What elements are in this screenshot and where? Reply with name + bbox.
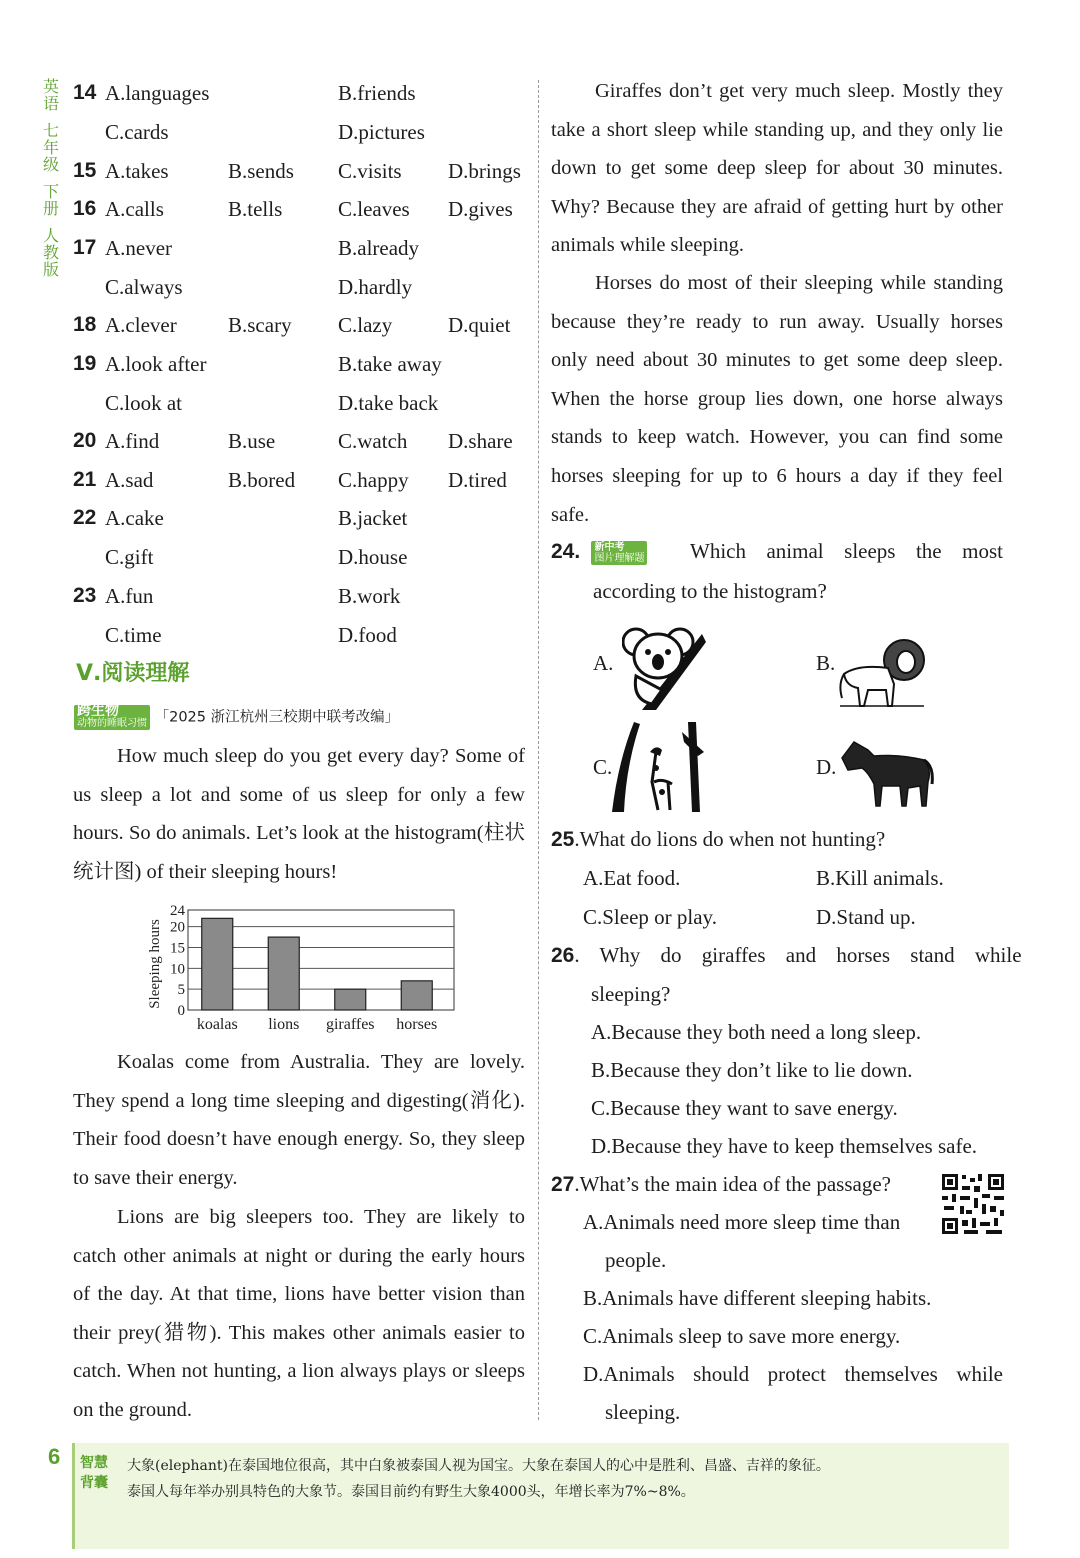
cloze-option[interactable]: B.friends [338,81,416,105]
cloze-option[interactable]: A.clever [105,313,177,337]
question-number: 16 [73,197,97,220]
y-tick-label: 15 [170,940,185,957]
question-number: 17 [73,236,97,259]
q25-option-b[interactable]: B.Kill animals. [816,866,944,890]
q26-option-c[interactable]: C.Because they want to save energy. [591,1096,898,1120]
x-tick-label: lions [268,1016,300,1033]
y-tick-label: 0 [177,1003,185,1019]
cloze-option[interactable]: B.already [338,236,420,260]
q26-option-b[interactable]: B.Because they don’t like to lie down. [591,1058,913,1082]
bar-horses [401,981,432,1010]
cloze-option[interactable]: B.tells [228,197,283,221]
cloze-option[interactable]: D.pictures [338,120,425,144]
cloze-option[interactable]: C.time [105,623,162,647]
q27-option-b[interactable]: B.Animals have different sleeping habits. [583,1286,932,1310]
qr-code-icon[interactable] [940,1172,1006,1236]
q24-text-2: according to the histogram? [593,579,827,603]
subject-label: 英语 [42,77,59,113]
page-number: 6 [48,1444,61,1469]
bar-lions [268,937,299,1010]
section-title: Ⅴ.阅读理解 [76,661,190,686]
cloze-option[interactable]: B.use [228,429,276,453]
q27-option-d[interactable]: D.Animals should protect themselves while [583,1362,1003,1386]
bar-koalas [202,918,233,1010]
cloze-option[interactable]: B.bored [228,468,296,492]
cloze-option[interactable]: D.quiet [448,313,511,337]
q25-option-c[interactable]: C.Sleep or play. [583,905,717,929]
question-26: 26. Why do giraffes and horses stand while [551,943,1022,967]
cloze-option[interactable]: A.find [105,429,160,453]
question-27: 27.What’s the main idea of the passage? [551,1172,891,1196]
cloze-row [0,152,540,190]
cloze-option[interactable]: B.jacket [338,506,408,530]
horse-paragraph: Horses do most of their sleeping while standing because they’re ready to run away. Usually horses only need about 30 minutes to get some deep sleep. When the horse group lies down, one horse always stands to keep watch. However, you can find some horses sleeping for up to 6 hours a day if they feel safe. [551,272,1003,526]
cloze-option[interactable]: B.work [338,584,401,608]
question-number: 20 [73,429,97,452]
lion-paragraph: Lions are big sleepers too. They are likely to catch other animals at night or during the early hours of the day. At that time, lions have better vision than their prey(猎物). This makes other animals easier to catch. When not hunting, a lion always plays or sleeps on the ground. [73,1206,525,1421]
y-tick-label: 24 [170,903,185,919]
cloze-option[interactable]: A.fun [105,584,154,608]
koala-icon [622,620,706,710]
wisdom-tip-text: 大象(elephant)在泰国地位很高，其中白象被泰国人视为国宝。大象在泰国人的心中是胜利、昌盛、吉祥的象征。 泰国人每年举办别具特色的大象节。泰国目前约有野生大象4000头，年增长率为7%~8%。 [127,1458,830,1500]
volume-label: 下册 [42,182,59,218]
q27-option-a[interactable]: A.Animals need more sleep time than [583,1210,901,1234]
y-tick-label: 5 [177,982,185,999]
q27-option-c[interactable]: C.Animals sleep to save more energy. [583,1324,901,1348]
cloze-option[interactable]: D.gives [448,197,513,221]
cloze-row [0,229,540,267]
cloze-row [0,499,540,537]
cloze-option[interactable]: B.sends [228,159,294,183]
bar-giraffes [335,989,366,1010]
q24-text: Which animal sleeps the most [690,539,1003,563]
cloze-option[interactable]: D.take back [338,391,439,415]
cloze-option[interactable]: D.brings [448,159,521,183]
edition-label: 人教版 [42,226,59,279]
wisdom-tip-label: 智慧 背囊 [80,1455,108,1491]
wisdom-tip-box [72,1443,1009,1549]
cloze-option[interactable]: A.cake [105,506,164,530]
cloze-row [0,384,540,422]
cloze-options [0,0,540,660]
cloze-option[interactable]: A.calls [105,197,164,221]
cloze-option[interactable]: D.share [448,429,513,453]
new-exam-tag: 新中考 图片理解题 [591,541,647,565]
question-number: 19 [73,352,97,375]
cloze-option[interactable]: D.food [338,623,397,647]
cross-subject-tag: 跨生物 动物的睡眠习惯 [74,705,150,730]
question-25: 25.What do lions do when not hunting? [551,827,886,851]
cloze-option[interactable]: B.take away [338,352,442,376]
question-24: 24. 新中考 图片理解题 [551,532,647,571]
q24-option-a[interactable]: A. [593,651,614,675]
grade-label: 七年级 [42,121,59,174]
x-tick-label: koalas [196,1016,238,1033]
q24-option-c[interactable]: C. [593,755,613,779]
cloze-option[interactable]: D.house [338,545,408,569]
cloze-option[interactable]: C.happy [338,468,409,492]
lion-icon [838,634,926,710]
cloze-row [0,616,540,654]
cloze-row [0,422,540,460]
question-number: 22 [73,506,97,529]
cloze-row [0,190,540,228]
question-number: 21 [73,468,97,491]
q26-option-d[interactable]: D.Because they have to keep themselves safe. [591,1134,978,1158]
q25-option-d[interactable]: D.Stand up. [816,905,916,929]
question-number: 15 [73,159,97,182]
horse-icon [838,736,934,810]
intro-paragraph: How much sleep do you get every day? Some of us sleep a lot and some of us sleep for only a few hours. So do animals. Let’s look at the histogram(柱状统计图) of their sleeping hours! [73,745,525,883]
cloze-row [0,306,540,344]
koala-paragraph: Koalas come from Australia. They are lovely. They spend a long time sleeping and digesting(消化). Their food doesn’t have enough energy. So, they sleep to save their energy. [73,1051,525,1189]
y-axis-label: Sleeping hours [147,919,163,1009]
q24-option-d[interactable]: D. [816,755,837,779]
cloze-row [0,113,540,151]
cloze-option[interactable]: D.tired [448,468,507,492]
question-number: 18 [73,313,97,336]
question-number: 14 [73,81,97,104]
cloze-option[interactable]: C.leaves [338,197,410,221]
cloze-option[interactable]: A.takes [105,159,169,183]
cloze-option[interactable]: C.cards [105,120,169,144]
source-line: 跨生物 动物的睡眠习惯 「2025 浙江杭州三校期中联考改编」 [74,705,399,730]
y-tick-label: 20 [170,919,185,936]
cloze-option[interactable]: C.visits [338,159,402,183]
y-tick-label: 10 [170,961,185,978]
cloze-row [0,268,540,306]
cloze-option[interactable]: B.scary [228,313,292,337]
giraffe-paragraph: Giraffes don’t get very much sleep. Mostly they take a short sleep while standing up, and they only lie down to get some deep sleep for about 30 minutes. Why? Because they are afraid of getting hurt by other animals while sleeping. [551,80,1003,257]
cloze-option[interactable]: C.always [105,275,183,299]
q27-option-a-cont: people. [605,1248,667,1272]
cloze-option[interactable]: A.look after [105,352,207,376]
cloze-row [0,74,540,112]
q26-text-2: sleeping? [591,982,671,1006]
cloze-option[interactable]: C.lazy [338,313,393,337]
cloze-row [0,538,540,576]
x-tick-label: horses [396,1016,438,1033]
x-tick-label: giraffes [325,1016,375,1033]
question-number: 23 [73,584,97,607]
cloze-option[interactable]: C.watch [338,429,408,453]
cloze-row [0,577,540,615]
cloze-option[interactable]: C.gift [105,545,154,569]
q25-option-a[interactable]: A.Eat food. [583,866,681,890]
cloze-option[interactable]: D.hardly [338,275,413,299]
q26-option-a[interactable]: A.Because they both need a long sleep. [591,1020,922,1044]
sleep-histogram [140,898,470,1038]
cloze-row [0,461,540,499]
giraffe-icon [612,722,704,812]
cloze-row [0,345,540,383]
cloze-option[interactable]: A.never [105,236,173,260]
q24-option-b[interactable]: B. [816,651,836,675]
cloze-option[interactable]: A.sad [105,468,154,492]
q27-option-d-cont: sleeping. [605,1400,681,1424]
cloze-option[interactable]: A.languages [105,81,210,105]
cloze-option[interactable]: C.look at [105,391,182,415]
